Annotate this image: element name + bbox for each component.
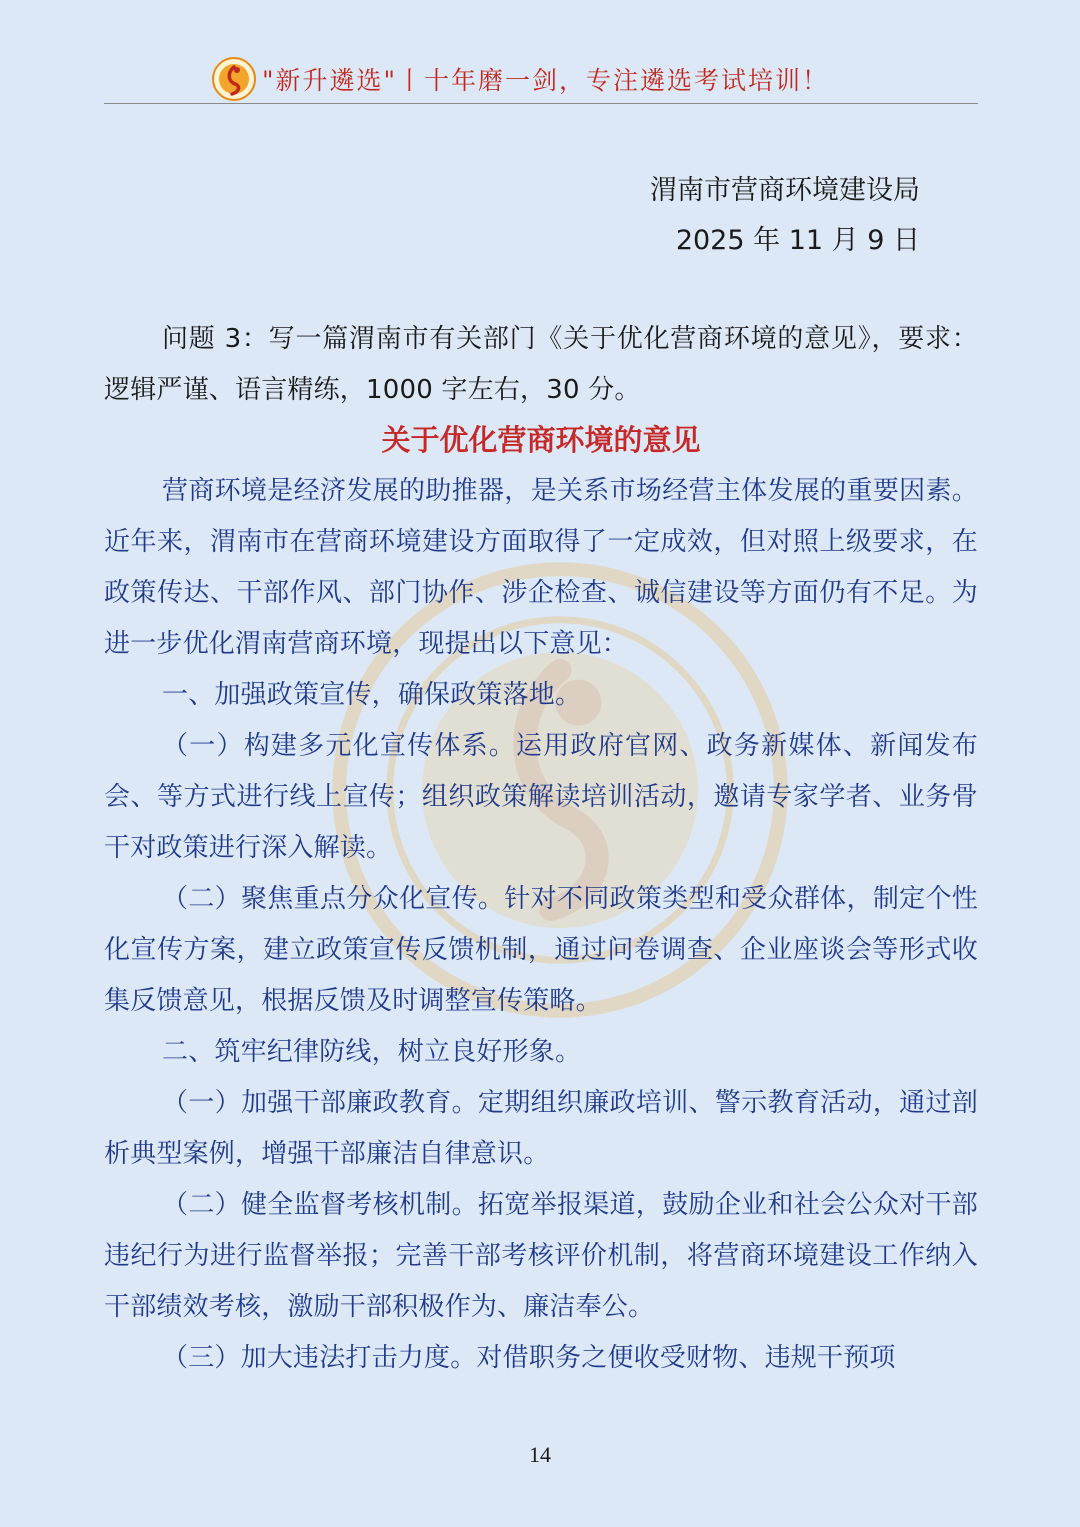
- brand-logo-icon: [212, 57, 256, 101]
- signature-date: 2025 年 11 月 9 日: [675, 225, 920, 256]
- page-number: 14: [529, 1442, 551, 1467]
- section-heading-1: 一、加强政策宣传，确保政策落地。: [162, 680, 582, 710]
- paragraph-1-2: （二）聚焦重点分众化宣传。针对不同政策类型和受众群体，制定个性化宣传方案，建立政策宣传反馈机制，通过问卷调查、企业座谈会等形式收集反馈意见，根据反馈及时调整宣传策略。: [104, 884, 978, 1016]
- header-slogan: "新升遴选"丨十年磨一剑，专注遴选考试培训！: [262, 66, 829, 95]
- question-prompt: 问题 3：写一篇渭南市有关部门《关于优化营商环境的意见》，要求：逻辑严谨、语言精练，1000 字左右，30 分。: [104, 324, 978, 405]
- document-title: 关于优化营商环境的意见: [381, 423, 701, 457]
- paragraph-2-2: （二）健全监督考核机制。拓宽举报渠道，鼓励企业和社会公众对干部违纪行为进行监督举报；完善干部考核评价机制，将营商环境建设工作纳入干部绩效考核，激励干部积极作为、廉洁奉公。: [104, 1190, 978, 1322]
- signature-organization: 渭南市营商环境建设局: [650, 175, 920, 206]
- page-header: [104, 56, 978, 102]
- section-heading-2: 二、筑牢纪律防线，树立良好形象。: [162, 1037, 582, 1067]
- paragraph-2-1: （一）加强干部廉政教育。定期组织廉政培训、警示教育活动，通过剖析典型案例，增强干部廉洁自律意识。: [104, 1088, 978, 1169]
- paragraph-1-1: （一）构建多元化宣传体系。运用政府官网、政务新媒体、新闻发布会、等方式进行线上宣传；组织政策解读培训活动，邀请专家学者、业务骨干对政策进行深入解读。: [104, 731, 978, 863]
- header-divider: [104, 103, 978, 104]
- paragraph-2-3: （三）加大违法打击力度。对借职务之便收受财物、违规干预项: [162, 1343, 896, 1373]
- paragraph-intro: 营商环境是经济发展的助推器，是关系市场经营主体发展的重要因素。近年来，渭南市在营商环境建设方面取得了一定成效，但对照上级要求，在政策传达、干部作风、部门协作、涉企检查、诚信建设等方面仍有不足。为进一步优化渭南营商环境，现提出以下意见：: [104, 476, 978, 659]
- document-body: [104, 466, 978, 1384]
